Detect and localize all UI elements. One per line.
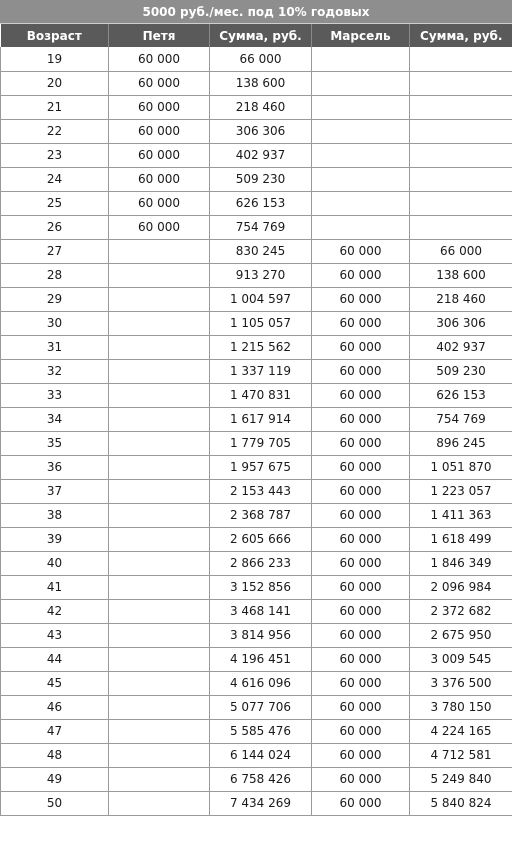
cell-petya: 60 000 [109, 71, 210, 95]
cell-age: 40 [1, 551, 109, 575]
cell-petya [109, 623, 210, 647]
cell-age: 48 [1, 743, 109, 767]
cell-petya [109, 287, 210, 311]
cell-marsel-sum: 66 000 [410, 239, 512, 263]
cell-marsel: 60 000 [312, 311, 410, 335]
cell-marsel [312, 167, 410, 191]
cell-marsel: 60 000 [312, 575, 410, 599]
cell-marsel: 60 000 [312, 599, 410, 623]
cell-age: 33 [1, 383, 109, 407]
cell-marsel-sum [410, 167, 512, 191]
cell-petya-sum: 7 434 269 [210, 791, 312, 815]
cell-marsel-sum [410, 47, 512, 71]
cell-age: 44 [1, 647, 109, 671]
cell-age: 38 [1, 503, 109, 527]
cell-petya-sum: 5 585 476 [210, 719, 312, 743]
cell-petya: 60 000 [109, 215, 210, 239]
cell-petya [109, 575, 210, 599]
cell-marsel: 60 000 [312, 503, 410, 527]
table-row [1, 599, 512, 623]
table-header [1, 24, 512, 47]
cell-petya-sum: 1 215 562 [210, 335, 312, 359]
table-row [1, 623, 512, 647]
cell-marsel-sum: 626 153 [410, 383, 512, 407]
savings-table [0, 24, 512, 816]
cell-marsel-sum: 509 230 [410, 359, 512, 383]
cell-petya [109, 383, 210, 407]
cell-age: 50 [1, 791, 109, 815]
cell-petya-sum: 306 306 [210, 119, 312, 143]
cell-petya [109, 455, 210, 479]
cell-petya-sum: 626 153 [210, 191, 312, 215]
header-marsel-sum: Сумма, руб. [410, 24, 512, 47]
cell-marsel: 60 000 [312, 263, 410, 287]
cell-age: 22 [1, 119, 109, 143]
cell-marsel: 60 000 [312, 407, 410, 431]
cell-petya-sum: 1 337 119 [210, 359, 312, 383]
header-petya: Петя [109, 24, 210, 47]
cell-petya: 60 000 [109, 143, 210, 167]
cell-marsel [312, 71, 410, 95]
table-row [1, 71, 512, 95]
cell-marsel: 60 000 [312, 647, 410, 671]
cell-petya-sum: 1 957 675 [210, 455, 312, 479]
cell-petya-sum: 6 758 426 [210, 767, 312, 791]
table-row [1, 239, 512, 263]
cell-petya-sum: 2 605 666 [210, 527, 312, 551]
cell-marsel-sum: 306 306 [410, 311, 512, 335]
table-title: 5000 руб./мес. под 10% годовых [0, 0, 512, 24]
cell-marsel-sum: 2 096 984 [410, 575, 512, 599]
cell-age: 49 [1, 767, 109, 791]
cell-marsel: 60 000 [312, 551, 410, 575]
table-row [1, 383, 512, 407]
cell-age: 37 [1, 479, 109, 503]
cell-age: 29 [1, 287, 109, 311]
cell-petya-sum: 1 779 705 [210, 431, 312, 455]
cell-petya-sum: 138 600 [210, 71, 312, 95]
cell-petya [109, 551, 210, 575]
cell-marsel: 60 000 [312, 695, 410, 719]
cell-marsel-sum: 2 372 682 [410, 599, 512, 623]
header-petya-sum: Сумма, руб. [210, 24, 312, 47]
cell-marsel: 60 000 [312, 719, 410, 743]
cell-marsel-sum: 3 780 150 [410, 695, 512, 719]
cell-age: 25 [1, 191, 109, 215]
cell-petya-sum: 2 153 443 [210, 479, 312, 503]
cell-marsel-sum [410, 215, 512, 239]
cell-petya-sum: 913 270 [210, 263, 312, 287]
cell-petya-sum: 509 230 [210, 167, 312, 191]
table-row [1, 359, 512, 383]
cell-petya-sum: 402 937 [210, 143, 312, 167]
cell-petya-sum: 6 144 024 [210, 743, 312, 767]
cell-age: 34 [1, 407, 109, 431]
header-age: Возраст [1, 24, 109, 47]
table-row [1, 503, 512, 527]
cell-petya-sum: 3 152 856 [210, 575, 312, 599]
cell-petya: 60 000 [109, 167, 210, 191]
table-row [1, 335, 512, 359]
cell-marsel: 60 000 [312, 239, 410, 263]
cell-petya-sum: 754 769 [210, 215, 312, 239]
cell-marsel: 60 000 [312, 287, 410, 311]
cell-age: 45 [1, 671, 109, 695]
cell-marsel-sum: 3 009 545 [410, 647, 512, 671]
table-row [1, 95, 512, 119]
cell-petya-sum: 5 077 706 [210, 695, 312, 719]
table-row [1, 167, 512, 191]
cell-petya [109, 359, 210, 383]
cell-marsel-sum [410, 191, 512, 215]
cell-age: 23 [1, 143, 109, 167]
cell-marsel-sum: 138 600 [410, 263, 512, 287]
table-row [1, 47, 512, 71]
cell-marsel-sum: 2 675 950 [410, 623, 512, 647]
cell-petya: 60 000 [109, 47, 210, 71]
cell-petya [109, 791, 210, 815]
cell-marsel-sum: 1 618 499 [410, 527, 512, 551]
table-row [1, 527, 512, 551]
table-row [1, 791, 512, 815]
table-row [1, 743, 512, 767]
table-row [1, 311, 512, 335]
cell-age: 30 [1, 311, 109, 335]
cell-age: 36 [1, 455, 109, 479]
cell-petya [109, 503, 210, 527]
cell-petya [109, 311, 210, 335]
table-row [1, 479, 512, 503]
cell-marsel: 60 000 [312, 671, 410, 695]
cell-age: 24 [1, 167, 109, 191]
cell-marsel: 60 000 [312, 335, 410, 359]
cell-marsel [312, 215, 410, 239]
cell-age: 28 [1, 263, 109, 287]
cell-marsel [312, 119, 410, 143]
cell-petya-sum: 218 460 [210, 95, 312, 119]
cell-petya-sum: 4 196 451 [210, 647, 312, 671]
table-row [1, 719, 512, 743]
table-row [1, 575, 512, 599]
cell-petya-sum: 1 617 914 [210, 407, 312, 431]
table-row [1, 671, 512, 695]
cell-marsel-sum [410, 143, 512, 167]
cell-age: 26 [1, 215, 109, 239]
cell-marsel: 60 000 [312, 359, 410, 383]
cell-marsel: 60 000 [312, 767, 410, 791]
cell-petya-sum: 3 814 956 [210, 623, 312, 647]
cell-petya-sum: 1 105 057 [210, 311, 312, 335]
cell-petya-sum: 830 245 [210, 239, 312, 263]
cell-age: 46 [1, 695, 109, 719]
cell-petya [109, 239, 210, 263]
table-row [1, 551, 512, 575]
cell-marsel-sum: 5 249 840 [410, 767, 512, 791]
cell-petya-sum: 1 004 597 [210, 287, 312, 311]
table-row [1, 455, 512, 479]
cell-marsel-sum: 5 840 824 [410, 791, 512, 815]
cell-age: 31 [1, 335, 109, 359]
cell-petya [109, 431, 210, 455]
table-row [1, 263, 512, 287]
header-marsel: Марсель [312, 24, 410, 47]
cell-petya [109, 263, 210, 287]
table-row [1, 407, 512, 431]
table-row [1, 647, 512, 671]
cell-marsel: 60 000 [312, 431, 410, 455]
cell-marsel: 60 000 [312, 455, 410, 479]
cell-petya-sum: 3 468 141 [210, 599, 312, 623]
cell-marsel-sum: 402 937 [410, 335, 512, 359]
cell-petya-sum: 4 616 096 [210, 671, 312, 695]
cell-petya-sum: 2 866 233 [210, 551, 312, 575]
cell-age: 41 [1, 575, 109, 599]
cell-marsel: 60 000 [312, 623, 410, 647]
table-body [1, 47, 512, 815]
cell-age: 42 [1, 599, 109, 623]
cell-marsel [312, 47, 410, 71]
cell-petya [109, 695, 210, 719]
cell-petya-sum: 66 000 [210, 47, 312, 71]
table-row [1, 287, 512, 311]
cell-petya [109, 335, 210, 359]
header-row [1, 24, 512, 47]
cell-marsel-sum: 1 051 870 [410, 455, 512, 479]
cell-marsel [312, 143, 410, 167]
cell-age: 20 [1, 71, 109, 95]
cell-marsel: 60 000 [312, 743, 410, 767]
cell-marsel-sum: 4 224 165 [410, 719, 512, 743]
cell-marsel-sum: 218 460 [410, 287, 512, 311]
cell-marsel-sum: 754 769 [410, 407, 512, 431]
cell-age: 27 [1, 239, 109, 263]
cell-petya [109, 743, 210, 767]
cell-marsel [312, 191, 410, 215]
cell-age: 35 [1, 431, 109, 455]
cell-marsel-sum: 4 712 581 [410, 743, 512, 767]
cell-petya [109, 767, 210, 791]
table-row [1, 191, 512, 215]
cell-age: 32 [1, 359, 109, 383]
cell-marsel: 60 000 [312, 383, 410, 407]
cell-marsel [312, 95, 410, 119]
table-row [1, 695, 512, 719]
table-row [1, 119, 512, 143]
table-row [1, 431, 512, 455]
cell-age: 43 [1, 623, 109, 647]
table-row [1, 143, 512, 167]
cell-petya [109, 479, 210, 503]
cell-petya-sum: 2 368 787 [210, 503, 312, 527]
cell-petya [109, 527, 210, 551]
cell-marsel: 60 000 [312, 527, 410, 551]
cell-marsel-sum: 1 846 349 [410, 551, 512, 575]
cell-age: 19 [1, 47, 109, 71]
table-row [1, 215, 512, 239]
cell-marsel-sum [410, 95, 512, 119]
cell-marsel-sum [410, 71, 512, 95]
cell-age: 21 [1, 95, 109, 119]
cell-marsel-sum: 1 223 057 [410, 479, 512, 503]
cell-petya [109, 647, 210, 671]
cell-petya [109, 407, 210, 431]
cell-age: 39 [1, 527, 109, 551]
cell-petya: 60 000 [109, 119, 210, 143]
cell-petya [109, 599, 210, 623]
table-row [1, 767, 512, 791]
cell-petya: 60 000 [109, 95, 210, 119]
cell-marsel-sum: 896 245 [410, 431, 512, 455]
cell-petya: 60 000 [109, 191, 210, 215]
cell-marsel: 60 000 [312, 479, 410, 503]
cell-petya-sum: 1 470 831 [210, 383, 312, 407]
cell-marsel-sum: 3 376 500 [410, 671, 512, 695]
cell-petya [109, 719, 210, 743]
cell-marsel: 60 000 [312, 791, 410, 815]
cell-petya [109, 671, 210, 695]
cell-age: 47 [1, 719, 109, 743]
cell-marsel-sum: 1 411 363 [410, 503, 512, 527]
cell-marsel-sum [410, 119, 512, 143]
